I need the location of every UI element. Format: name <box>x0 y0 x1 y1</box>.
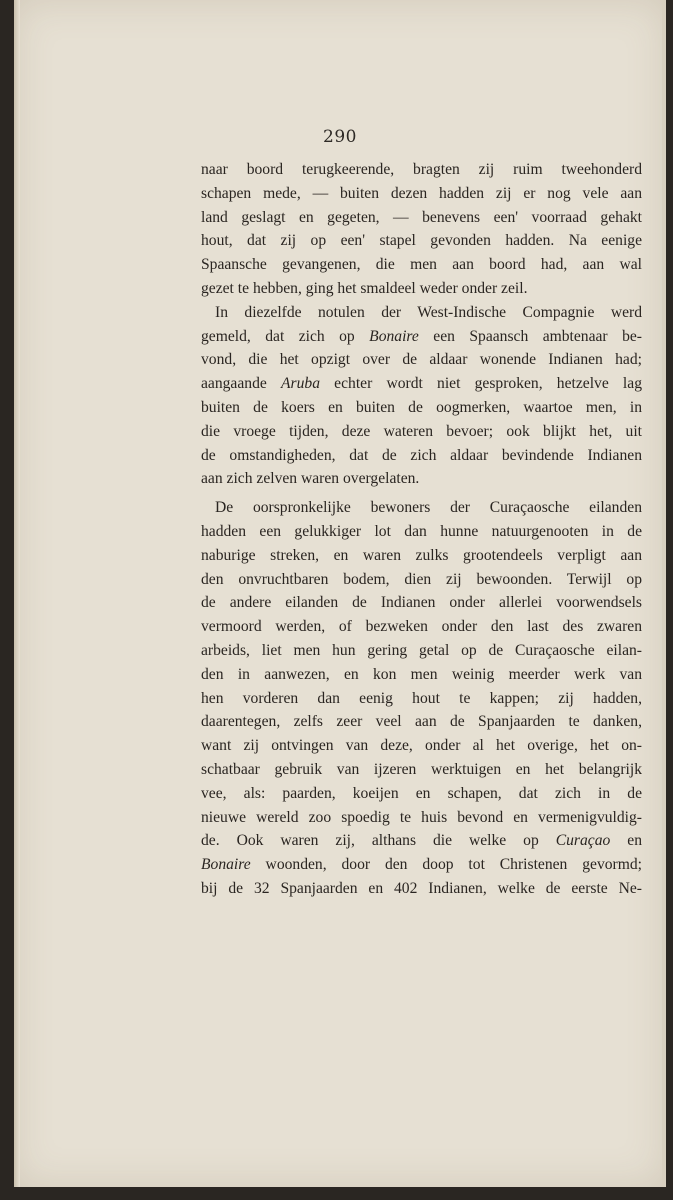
text-line: nieuwe wereld zoo spoedig te huis bevond en vermenigvuldig- <box>201 808 642 826</box>
text-line: hadden een gelukkiger lot dan hunne natuurgenooten in de <box>201 522 642 540</box>
text-line: den in aanwezen, en kon men weinig meerder werk van <box>201 665 642 683</box>
text-line: buiten de koers en buiten de oogmerken, waartoe men, in <box>201 398 642 416</box>
body-text <box>201 158 642 901</box>
text-line: gemeld, dat zich op Bonaire een Spaansch ambtenaar be- <box>201 327 642 345</box>
text-line: want zij ontvingen van deze, onder al het overige, het on- <box>201 737 642 755</box>
text-line: land geslagt en gegeten, — benevens een' voorraad gehakt <box>201 208 642 226</box>
paragraph <box>201 496 642 901</box>
text-line: naburige streken, en waren zulks grootendeels verpligt aan <box>201 546 642 564</box>
paragraph <box>201 301 642 491</box>
text-line: In diezelfde notulen der West-Indische Compagnie werd <box>215 303 642 321</box>
text-line: bij de 32 Spanjaarden en 402 Indianen, welke de eerste Ne- <box>201 879 642 897</box>
place-name: Aruba <box>281 375 320 393</box>
text-line: gezet te hebben, ging het smaldeel weder onder zeil. <box>201 279 528 297</box>
text-line: aan zich zelven waren overgelaten. <box>201 470 420 488</box>
text-line: arbeids, liet men hun gering getal op de Curaçaosche eilan- <box>201 641 642 659</box>
text-line: hout, dat zij op een' stapel gevonden hadden. Na eenige <box>201 232 642 250</box>
paragraph <box>201 158 642 301</box>
place-name: Bonaire <box>201 856 251 874</box>
page-sheet <box>14 0 666 1187</box>
page-right-edge <box>662 0 666 1187</box>
text-line: Spaansche gevangenen, die men aan boord had, aan wal <box>201 256 642 274</box>
text-line: de omstandigheden, dat de zich aldaar bevindende Indianen <box>201 446 642 464</box>
text-line: hen vorderen dan eenig hout te kappen; zij hadden, <box>201 689 642 707</box>
text-line: de. Ook waren zij, althans die welke op Curaçao en <box>201 832 642 850</box>
text-line: schapen mede, — buiten dezen hadden zij er nog vele aan <box>201 184 642 202</box>
text-line: daarentegen, zelfs zeer veel aan de Spanjaarden te danken, <box>201 713 642 731</box>
page-spine-edge <box>14 0 20 1187</box>
text-line: naar boord terugkeerende, bragten zij ruim tweehonderd <box>201 161 642 178</box>
text-line: den onvruchtbaren bodem, dien zij bewoonden. Terwijl op <box>201 570 642 588</box>
place-name: Bonaire <box>369 327 419 345</box>
text-line: de andere eilanden de Indianen onder allerlei voorwendsels <box>201 594 642 612</box>
place-name: Curaçao <box>555 832 611 850</box>
text-line: Bonaire woonden, door den doop tot Christenen gevormd; <box>201 856 642 874</box>
text-line: vermoord werden, of bezweken onder den last des zwaren <box>201 618 642 636</box>
text-line: schatbaar gebruik van ijzeren werktuigen en het belangrijk <box>201 760 642 778</box>
text-line: aangaande Aruba echter wordt niet gesproken, hetzelve lag <box>201 375 642 393</box>
text-line: vond, die het opzigt over de aldaar wonende Indianen had; <box>201 351 642 369</box>
page-number: 290 <box>323 127 357 147</box>
text-line: vee, als: paarden, koeijen en schapen, dat zich in de <box>201 784 642 802</box>
text-line: De oorspronkelijke bewoners der Curaçaosche eilanden <box>215 499 642 517</box>
text-line: die vroege tijden, deze wateren bevoer; ook blijkt het, uit <box>201 422 642 440</box>
